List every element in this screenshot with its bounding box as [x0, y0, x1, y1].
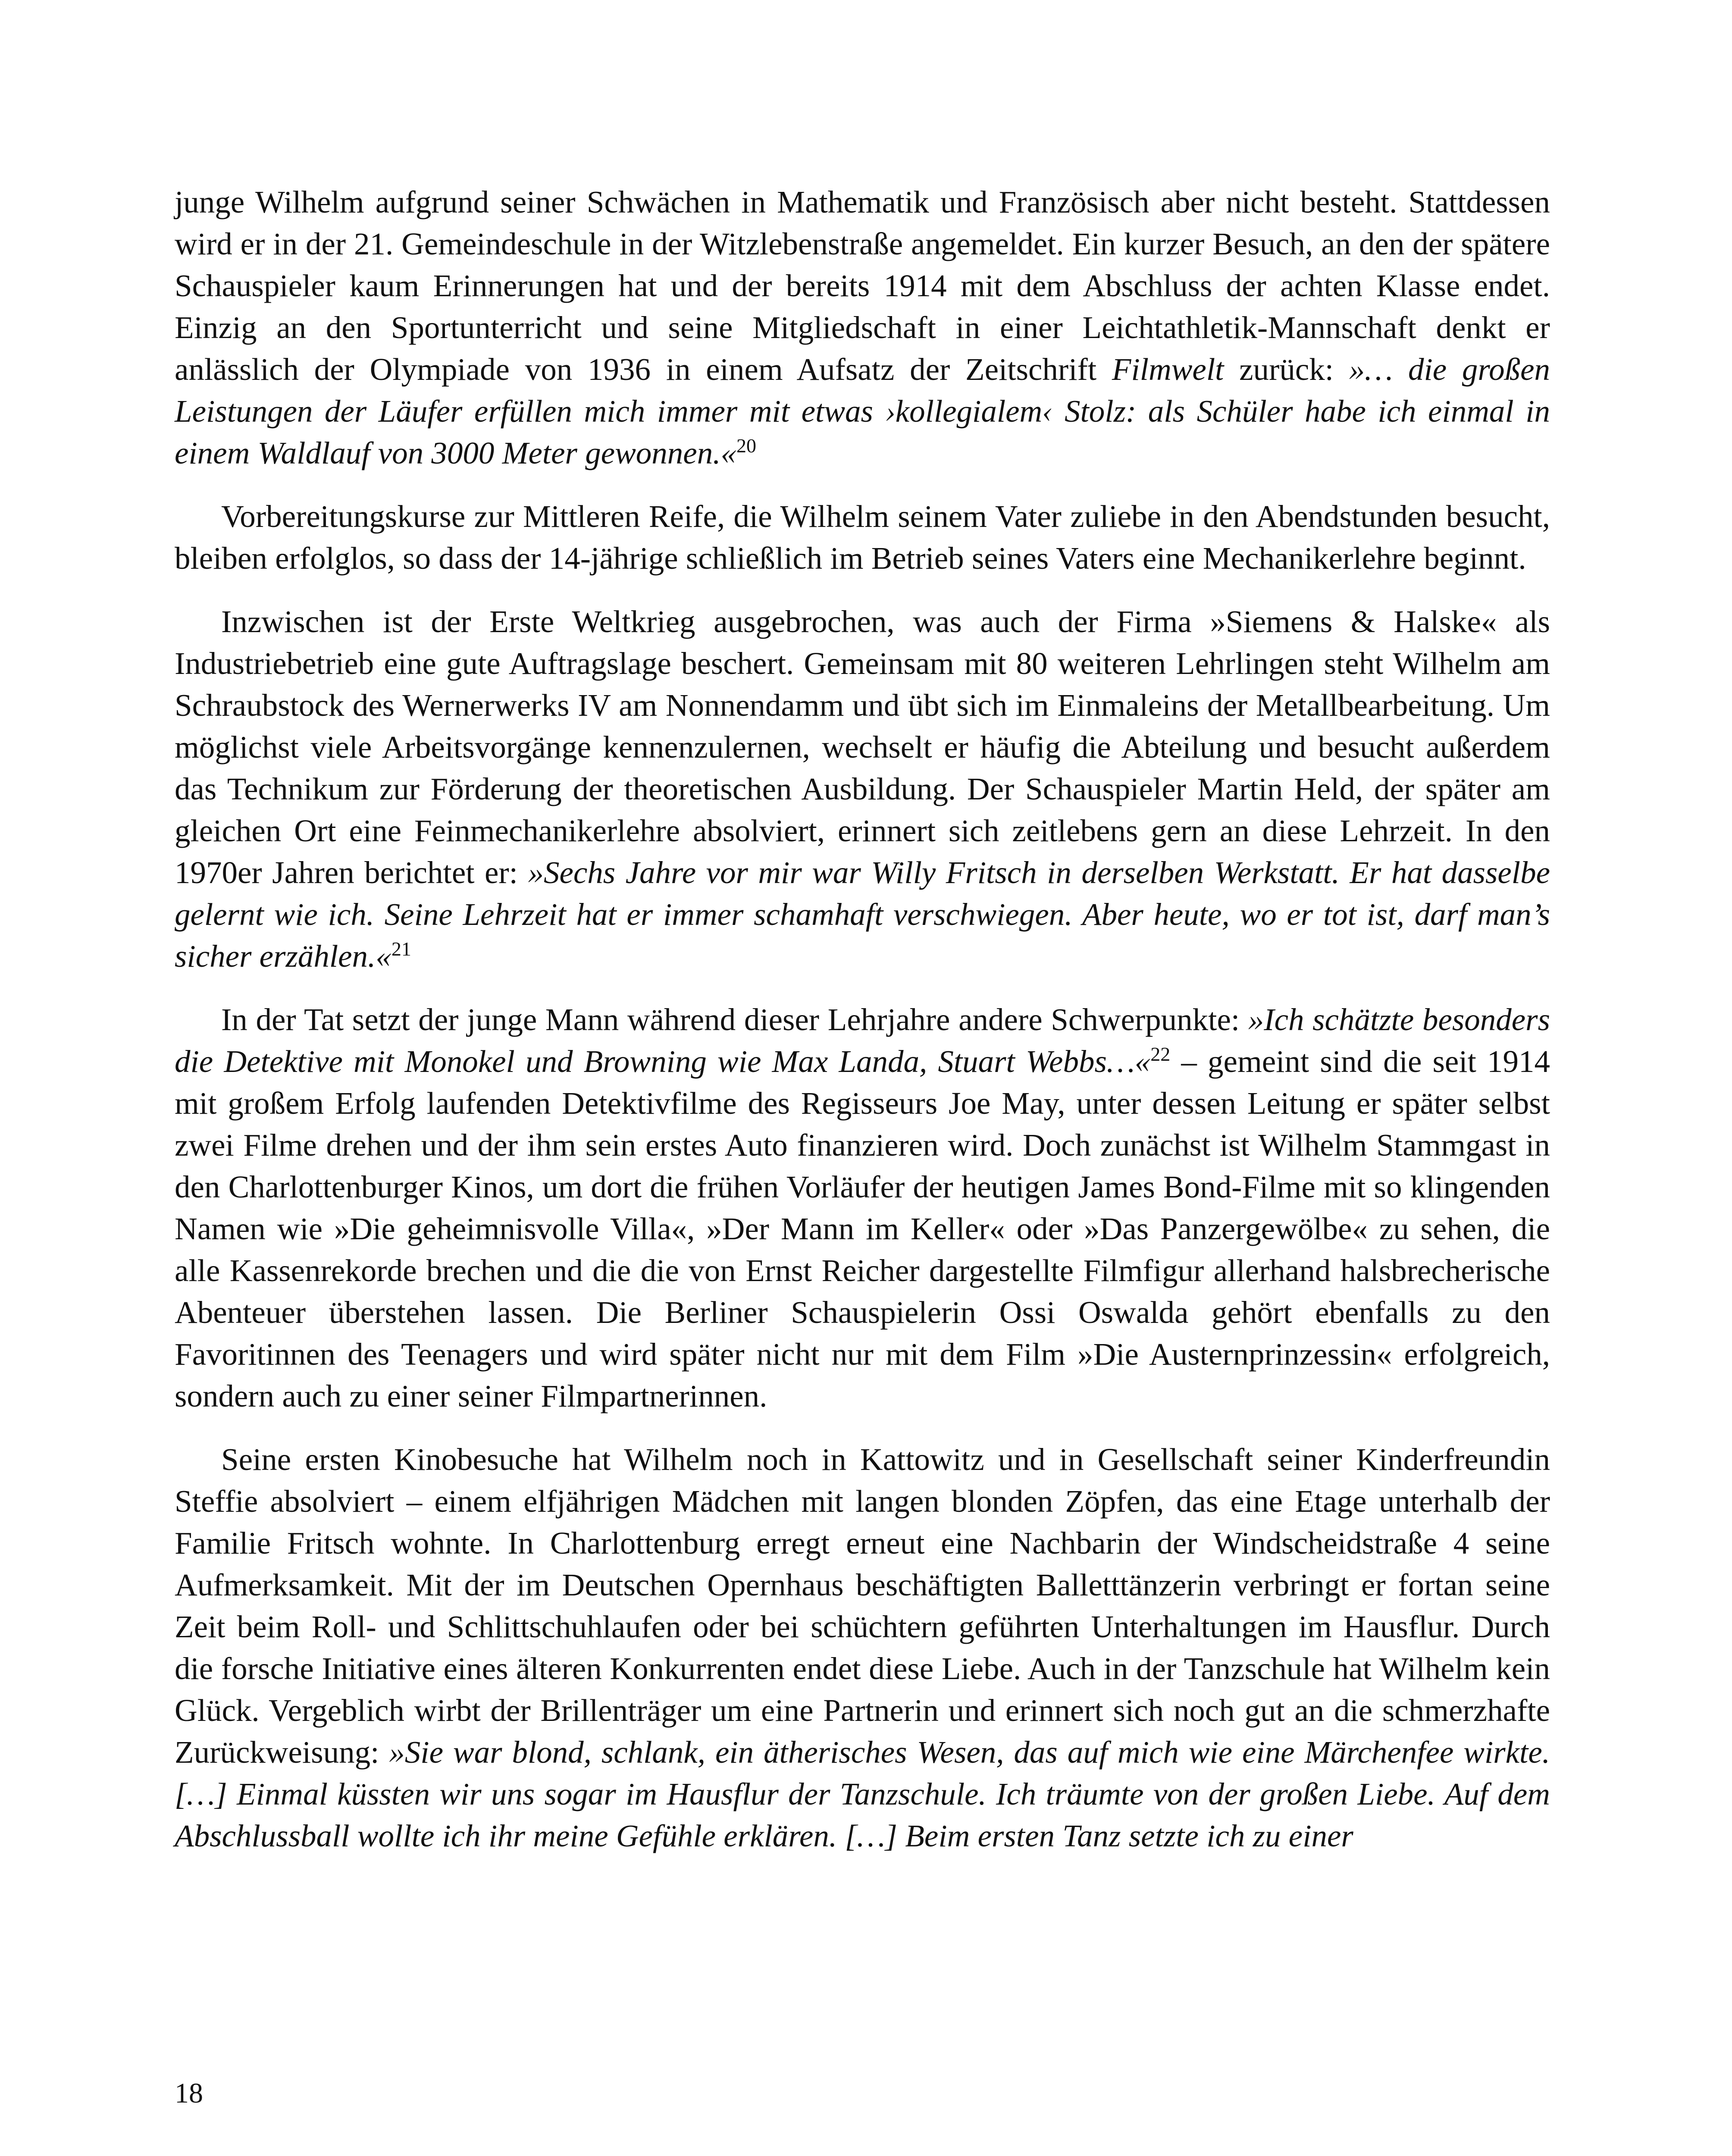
footnote-ref: 21	[391, 938, 411, 960]
quote-run: »… die großen Leistungen der Läufer erfüllen mich immer mit etwas ›kollegialem‹ Stolz: als Schüler habe ich einmal in einem Waldlauf von 3000 Meter gewonnen.«	[175, 352, 1550, 470]
text-run: Seine ersten Kinobesuche hat Wilhelm noch in Kattowitz und in Gesellschaft seiner Kinderfreundin Steffie absolviert – einem elfjährigen Mädchen mit langen blonden Zöpfen, das eine Etage unterhalb der Familie Fritsch wohnte. In Charlottenburg erregt erneut eine Nachbarin der Windscheidstraße 4 seine Aufmerksamkeit. Mit der im Deutschen Opernhaus beschäftigten Balletttänzerin verbringt er fortan seine Zeit beim Roll- und Schlittschuhlaufen oder bei schüchtern geführten Unterhaltungen im Hausflur. Durch die forsche Initiative eines älteren Konkurrenten endet diese Liebe. Auch in der Tanzschule hat Wilhelm kein Glück. Vergeblich wirbt der Brillenträger um eine Partnerin und erinnert sich noch gut an die schmerzhafte Zurückweisung:	[175, 1442, 1550, 1770]
footnote-ref: 20	[736, 435, 756, 457]
quote-run: »Sechs Jahre vor mir war Willy Fritsch in derselben Werkstatt. Er hat dasselbe gelernt wie ich. Seine Lehrzeit hat er immer schamhaft verschwiegen. Aber heute, wo er tot ist, darf man’s sicher erzählen.«	[175, 855, 1550, 974]
text-run: In der Tat setzt der junge Mann während dieser Lehrjahre andere Schwerpunkte:	[221, 1002, 1248, 1037]
text-run: zurück:	[1224, 352, 1349, 387]
paragraph	[175, 1438, 1550, 1857]
body-text	[175, 181, 1550, 1878]
italic-run: Filmwelt	[1112, 352, 1224, 387]
paragraph	[175, 495, 1550, 579]
text-run: – gemeint sind die seit 1914 mit großem Erfolg laufenden Detektivfilme des Regisseurs Joe May, unter dessen Leitung er später selbst zwei Filme drehen und der ihm sein erstes Auto finanzieren wird. Doch zunächst ist Wilhelm Stammgast in den Charlottenburger Kinos, um dort die frühen Vorläufer der heutigen James Bond-Filme mit so klingenden Namen wie »Die geheimnisvolle Villa«, »Der Mann im Keller« oder »Das Panzergewölbe« zu sehen, die alle Kassenrekorde brechen und die die von Ernst Reicher dargestellte Filmfigur allerhand halsbrecherische Abenteuer überstehen lassen. Die Berliner Schauspielerin Ossi Oswalda gehört ebenfalls zu den Favoritinnen des Teenagers und wird später nicht nur mit dem Film »Die Austernprinzessin« erfolgreich, sondern auch zu einer seiner Filmpartnerinnen.	[175, 1044, 1550, 1413]
text-run: Vorbereitungskurse zur Mittleren Reife, die Wilhelm seinem Vater zuliebe in den Abendstunden besucht, bleiben erfolglos, so dass der 14-jährige schließlich im Betrieb seines Vaters eine Mechanikerlehre beginnt.	[175, 499, 1550, 576]
paragraph	[175, 181, 1550, 474]
footnote-ref: 22	[1150, 1043, 1171, 1065]
page-number: 18	[175, 2078, 203, 2109]
paragraph	[175, 999, 1550, 1417]
text-run: junge Wilhelm aufgrund seiner Schwächen in Mathematik und Französisch aber nicht besteht. Stattdessen wird er in der 21. Gemeindeschule in der Witzlebenstraße angemeldet. Ein kurzer Besuch, an den der spätere Schauspieler kaum Erinnerungen hat und der bereits 1914 mit dem Abschluss der achten Klasse endet. Einzig an den Sportunterricht und seine Mitgliedschaft in einer Leichtathletik-Mannschaft denkt er anlässlich der Olympiade von 1936 in einem Aufsatz der Zeitschrift	[175, 185, 1550, 387]
paragraph	[175, 601, 1550, 977]
quote-run: »Sie war blond, schlank, ein ätherisches Wesen, das auf mich wie eine Märchenfee wirkte. […] Einmal küssten wir uns sogar im Hausflur der Tanzschule. Ich träumte von der großen Liebe. Auf dem Abschlussball wollte ich ihr meine Gefühle erklären. […] Beim ersten Tanz setzte ich zu einer	[175, 1735, 1550, 1853]
quote-run: »Ich schätzte besonders die Detektive mit Monokel und Browning wie Max Landa, Stuart Webbs…«	[175, 1002, 1550, 1079]
text-run: Inzwischen ist der Erste Weltkrieg ausgebrochen, was auch der Firma »Siemens & Halske« als Industriebetrieb eine gute Auftragslage beschert. Gemeinsam mit 80 weiteren Lehrlingen steht Wilhelm am Schraubstock des Wernerwerks IV am Nonnendamm und übt sich im Einmaleins der Metallbearbeitung. Um möglichst viele Arbeitsvorgänge kennenzulernen, wechselt er häufig die Abteilung und besucht außerdem das Technikum zur Förderung der theoretischen Ausbildung. Der Schauspieler Martin Held, der später am gleichen Ort eine Feinmechanikerlehre absolviert, erinnert sich zeitlebens gern an diese Lehrzeit. In den 1970er Jahren berichtet er:	[175, 604, 1550, 890]
